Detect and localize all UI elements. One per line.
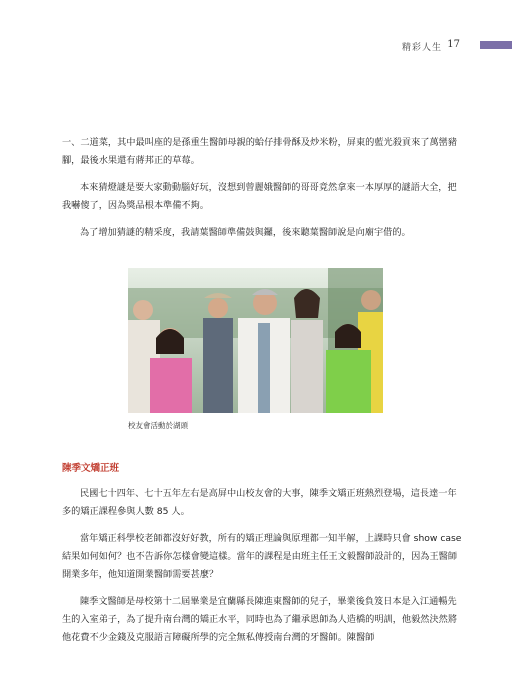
intro-text [62, 134, 462, 251]
running-header-title: 精彩人生 [401, 43, 442, 53]
section-paragraph: 陳季文醫師是母校第十二屆畢業是宜蘭縣長陳進東醫師的兒子，畢業後負笈日本是入江通暢先生的入室弟子，為了提升南台灣的矯正水平，同時也為了繼承恩師為人造橋的明訓，他毅然決然將他花費不少金錢及克服語言障礙所學的完全無私傳授南台灣的牙醫師。陳醫師 [62, 596, 458, 643]
intro-paragraph: 為了增加猜謎的精采度，我請葉醫師準備鼓與鑼，後來聽葉醫師說是向廟宇借的。 [80, 227, 411, 238]
group-photo-illustration [128, 268, 383, 413]
photo-caption: 校友會活動於湖頭 [128, 421, 188, 430]
section-paragraph: 當年矯正科學校老師都沒好好教，所有的矯正理論與原理都一知半解，上課時只會 show case 結果如何如何？也不告訴你怎樣會變這樣。當年的課程是由班主任王文毅醫師設計的，因為王醫師開業多年，他知道開業醫師需要甚麼？ [62, 533, 462, 580]
running-header [0, 40, 512, 52]
section-heading: 陳季文矯正班 [62, 463, 120, 474]
section-paragraph: 民國七十四年、七十五年左右是高屏中山校友會的大事，陳季文矯正班熱烈登場，這長達一年多的矯正課程參與人數 85 人。 [62, 488, 457, 517]
group-photo [128, 268, 383, 413]
header-accent-bar [480, 41, 512, 49]
intro-paragraph: 一、二道菜，其中最叫座的是孫重生醫師母親的蛤仔排骨酥及炒米粉，屏東的藍光殺貢來了萬巒豬腳，最後水果還有蔣邦正的草莓。 [62, 137, 458, 166]
section-text [62, 485, 462, 656]
intro-paragraph: 本來猜燈謎是要大家動動腦好玩，沒想到曾麗娥醫師的哥哥竟然拿來一本厚厚的謎語大全，把我嚇傻了，因為獎品根本準備不夠。 [62, 182, 457, 211]
page-number: 17 [447, 39, 460, 50]
